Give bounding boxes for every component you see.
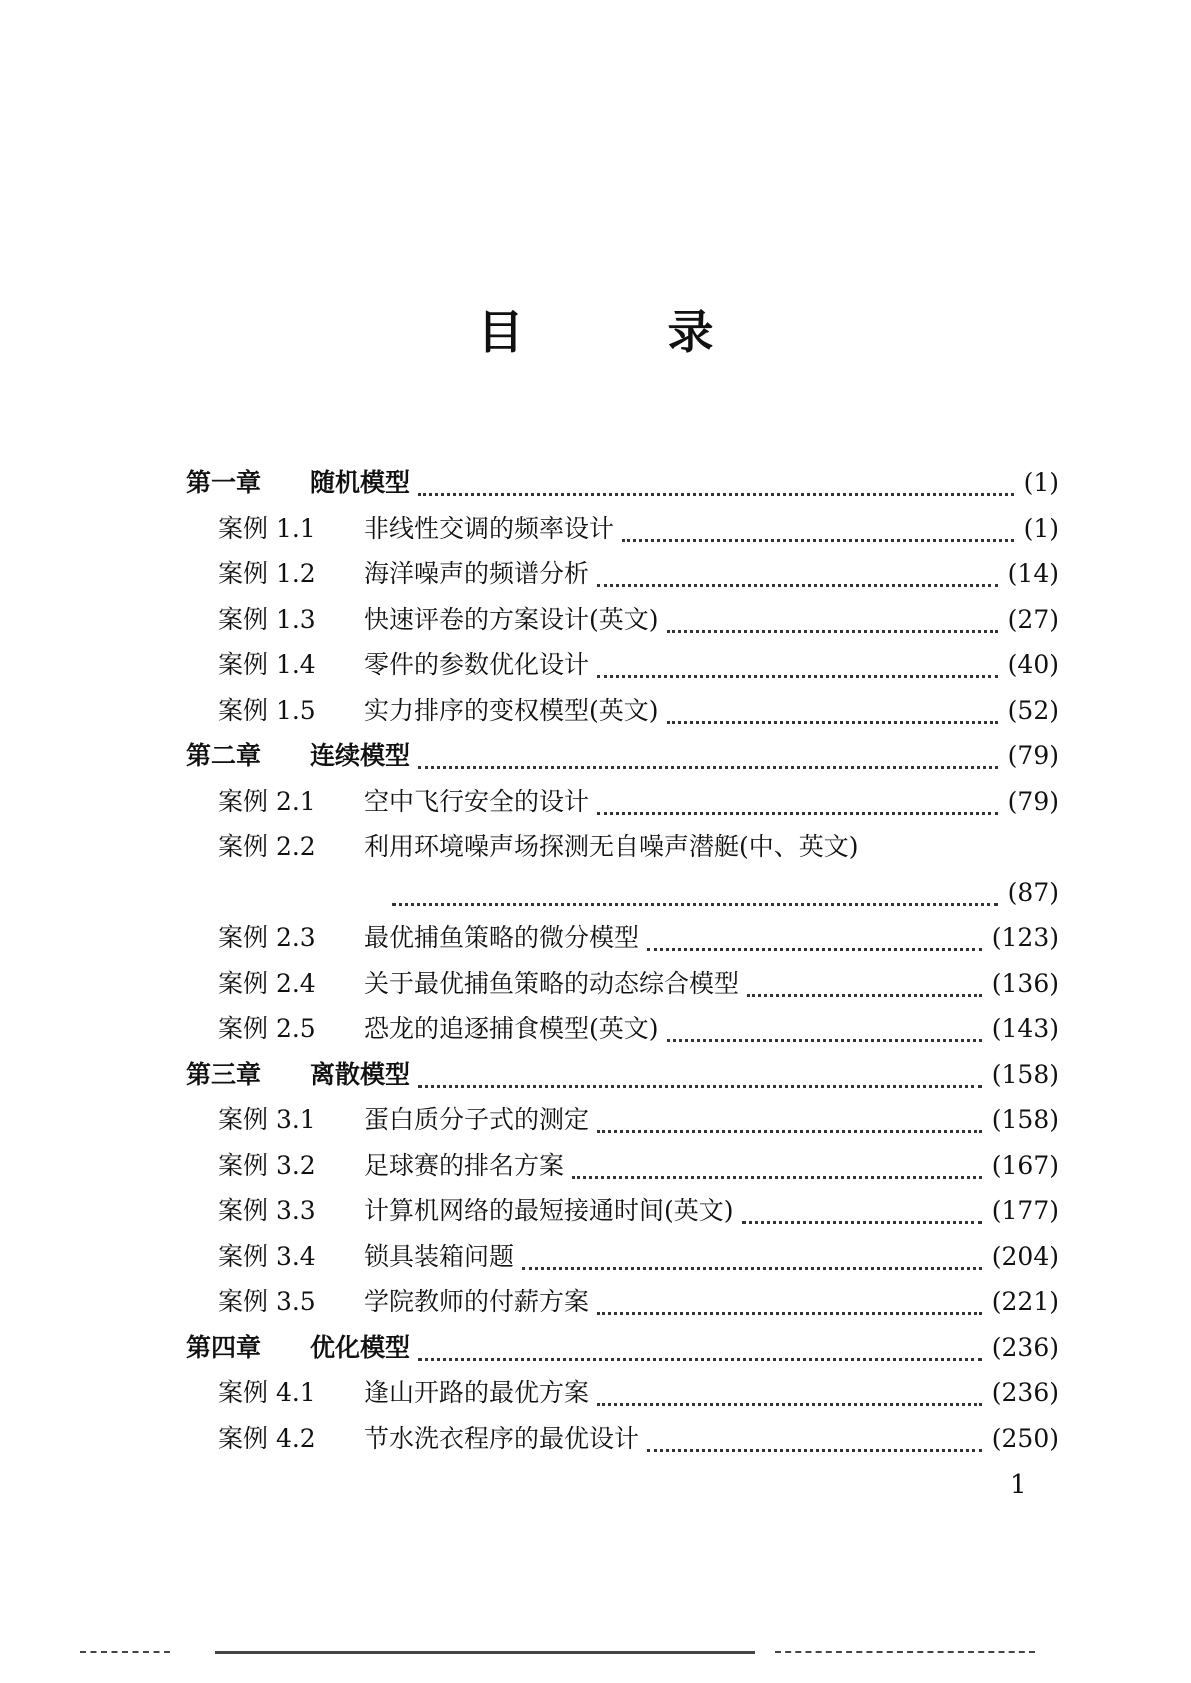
dot-leader <box>667 721 998 724</box>
dot-leader <box>597 675 998 678</box>
case-title: 关于最优捕鱼策略的动态综合模型 <box>364 968 740 998</box>
toc-entry-row <box>0 781 1191 823</box>
case-label: 案例 3.2 <box>218 1150 316 1180</box>
chapter-label: 第四章 <box>186 1332 262 1362</box>
case-title: 实力排序的变权模型(英文) <box>364 695 659 725</box>
dot-leader <box>418 1358 982 1361</box>
toc-entry-row <box>0 508 1191 550</box>
page-reference: (1) <box>1023 468 1059 497</box>
dot-leader <box>647 1449 982 1452</box>
toc-entry-row <box>0 1236 1191 1278</box>
chapter-label: 第一章 <box>186 468 262 497</box>
toc-entry-row <box>0 1418 1191 1460</box>
dot-leader <box>418 1085 982 1088</box>
page-reference: (177) <box>991 1196 1059 1225</box>
case-label: 案例 4.2 <box>218 1423 316 1453</box>
case-label: 案例 1.5 <box>218 695 316 725</box>
toc-entry-row <box>0 1372 1191 1414</box>
toc-chapter-row <box>0 1054 1191 1096</box>
toc-entry-row <box>0 963 1191 1005</box>
dot-leader <box>572 1176 982 1179</box>
page-reference: (87) <box>1007 877 1059 907</box>
case-title: 蛋白质分子式的测定 <box>364 1105 590 1134</box>
chapter-label: 第三章 <box>186 1059 262 1089</box>
page-reference: (14) <box>1007 559 1059 588</box>
page-reference: (1) <box>1023 513 1059 543</box>
page-reference: (123) <box>991 923 1059 952</box>
case-label: 案例 3.3 <box>218 1196 316 1225</box>
case-label: 案例 1.1 <box>218 513 316 543</box>
dot-leader <box>597 1312 982 1315</box>
toc-entry-row <box>0 553 1191 595</box>
toc-entry-row <box>0 872 1191 914</box>
page-reference: (143) <box>991 1014 1059 1043</box>
dot-leader <box>622 539 1014 542</box>
toc-entry-row <box>0 826 1191 868</box>
page-title: 目 录 <box>477 305 778 359</box>
case-title: 学院教师的付薪方案 <box>364 1287 590 1316</box>
scan-artifact-line <box>775 1651 1035 1653</box>
toc-entry-row <box>0 690 1191 732</box>
page-reference: (236) <box>991 1378 1059 1407</box>
dot-leader <box>597 812 998 815</box>
toc-entry-row <box>0 1099 1191 1141</box>
toc-entry-row <box>0 599 1191 641</box>
dot-leader <box>597 1403 982 1406</box>
page-reference: (158) <box>991 1059 1059 1089</box>
case-title: 足球赛的排名方案 <box>364 1150 565 1180</box>
page-reference: (236) <box>991 1332 1059 1362</box>
case-title: 逢山开路的最优方案 <box>364 1378 590 1407</box>
case-title: 非线性交调的频率设计 <box>364 513 615 543</box>
page-reference: (167) <box>991 1150 1059 1180</box>
case-label: 案例 2.3 <box>218 923 316 952</box>
case-label: 案例 4.1 <box>218 1378 316 1407</box>
case-title: 海洋噪声的频谱分析 <box>364 559 590 588</box>
scan-artifact-line <box>80 1651 170 1653</box>
dot-leader <box>667 630 998 633</box>
toc-entry-row <box>0 917 1191 959</box>
case-label: 案例 2.4 <box>218 968 316 998</box>
case-title: 零件的参数优化设计 <box>364 650 590 679</box>
toc-entry-row <box>0 1190 1191 1232</box>
case-title: 节水洗衣程序的最优设计 <box>364 1423 640 1453</box>
page-reference: (136) <box>991 968 1059 998</box>
case-label: 案例 2.1 <box>218 786 316 816</box>
dot-leader <box>418 766 998 769</box>
case-title: 空中飞行安全的设计 <box>364 786 590 816</box>
dot-leader <box>597 584 998 587</box>
case-title: 利用环境噪声场探测无自噪声潜艇(中、英文) <box>364 832 859 861</box>
page-reference: (204) <box>991 1241 1059 1271</box>
dot-leader <box>747 994 982 997</box>
chapter-title: 连续模型 <box>310 741 411 770</box>
chapter-title: 优化模型 <box>310 1332 411 1362</box>
chapter-label: 第二章 <box>186 741 262 770</box>
page-number: 1 <box>1010 1470 1027 1500</box>
toc-entry-row <box>0 1008 1191 1050</box>
case-title: 计算机网络的最短接通时间(英文) <box>364 1196 734 1225</box>
page-reference: (158) <box>991 1105 1059 1134</box>
dot-leader <box>392 903 998 906</box>
case-title: 最优捕鱼策略的微分模型 <box>364 923 640 952</box>
dot-leader <box>667 1039 982 1042</box>
case-label: 案例 1.2 <box>218 559 316 588</box>
toc-entry-row <box>0 644 1191 686</box>
page-reference: (221) <box>991 1287 1059 1316</box>
case-title: 恐龙的追逐捕食模型(英文) <box>364 1014 659 1043</box>
toc-entry-row <box>0 1145 1191 1187</box>
dot-leader <box>522 1267 982 1270</box>
toc-chapter-row <box>0 1327 1191 1369</box>
toc-chapter-row <box>0 462 1191 504</box>
page-reference: (27) <box>1007 604 1059 634</box>
dot-leader <box>647 948 982 951</box>
page-reference: (40) <box>1007 650 1059 679</box>
chapter-title: 离散模型 <box>310 1059 411 1089</box>
dot-leader <box>597 1130 982 1133</box>
case-label: 案例 1.4 <box>218 650 316 679</box>
toc-entry-row <box>0 1281 1191 1323</box>
scan-artifact-line <box>215 1651 755 1654</box>
case-label: 案例 2.2 <box>218 832 316 861</box>
page-reference: (79) <box>1007 741 1059 770</box>
dot-leader <box>742 1221 982 1224</box>
page-reference: (250) <box>991 1423 1059 1453</box>
case-label: 案例 1.3 <box>218 604 316 634</box>
case-label: 案例 3.4 <box>218 1241 316 1271</box>
case-label: 案例 3.1 <box>218 1105 316 1134</box>
toc-chapter-row <box>0 735 1191 777</box>
page-reference: (79) <box>1007 786 1059 816</box>
case-title: 锁具装箱问题 <box>364 1241 515 1271</box>
case-label: 案例 2.5 <box>218 1014 316 1043</box>
chapter-title: 随机模型 <box>310 468 411 497</box>
case-label: 案例 3.5 <box>218 1287 316 1316</box>
case-title: 快速评卷的方案设计(英文) <box>364 604 659 634</box>
page-reference: (52) <box>1007 695 1059 725</box>
dot-leader <box>418 493 1014 496</box>
